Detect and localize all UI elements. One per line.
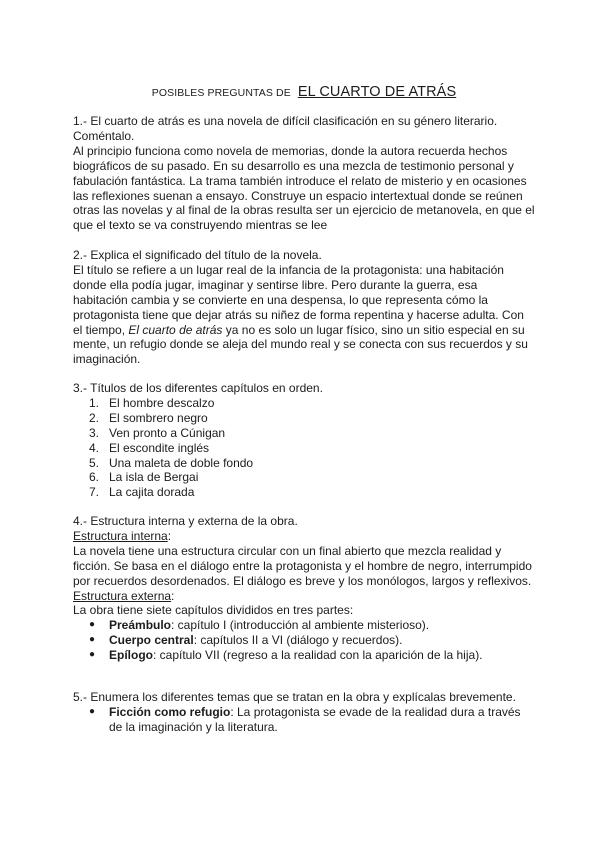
question-2-heading: 2.- Explica el significado del título de la novela.: [73, 248, 322, 262]
theme-item: [73, 705, 535, 735]
chapter-item: [73, 426, 535, 441]
question-1-heading: 1.- El cuarto de atrás es una novela de difícil clasificación en su género literario. Coméntalo.: [73, 114, 498, 143]
bullet-icon: ●: [89, 619, 96, 631]
title-main: EL CUARTO DE ATRÁS: [297, 84, 457, 100]
chapter-title: El sombrero negro: [109, 410, 208, 425]
chapter-title: Ven pronto a Cúnigan: [109, 425, 226, 440]
structure-external-heading: Estructura externa:: [73, 588, 175, 603]
structure-internal-heading: Estructura interna:: [73, 528, 172, 543]
bullet-icon: ●: [89, 705, 96, 717]
chapter-title: La isla de Bergai: [109, 470, 199, 485]
bullet-icon: ●: [89, 649, 96, 661]
theme-desc: : La protagonista se evade de la realidad dura a través de la imaginación y la literatura.: [109, 704, 521, 734]
chapter-item: [73, 411, 535, 426]
chapter-number: 2.: [89, 410, 100, 425]
structure-part-item: [73, 648, 535, 663]
structure-internal-label: Estructura interna: [73, 528, 168, 543]
structure-part-item: [73, 633, 535, 648]
chapter-item: [73, 485, 535, 500]
structure-parts-list: [73, 618, 535, 663]
document-title: [73, 84, 535, 100]
chapter-number: 5.: [89, 455, 100, 470]
theme-term: Ficción como refugio: [109, 704, 231, 719]
question-4-heading: 4.- Estructura interna y externa de la obra.: [73, 514, 298, 528]
answer-2-part1: El título se refiere a un lugar real de la infancia de la protagonista: una habitación donde ella podía jugar, imaginar y sentirse libre. Pero durante la guerra, esa habitación cambia y se convierte en una despensa, lo que representa cómo la protagonista tiene que dejar atrás su niñez de forma repentina y hacerse adulta. Con el tiempo,: [73, 262, 524, 337]
structure-internal-text: La novela tiene una estructura circular con un final abierto que mezcla realidad y ficción. Se basa en el diálogo entre la protagonista y el hombre de negro, interrumpido por recuerdos desordenados. El diálogo es breve y los monólogos, largos y reflexivos.: [73, 543, 532, 588]
question-4: [73, 514, 535, 663]
part-term: Preámbulo: [109, 618, 172, 633]
question-1-answer: Al principio funciona como novela de memorias, donde la autora recuerda hechos biográficos de su pasado. En su desarrollo es una mezcla de testimonio personal y fabulación fantástica. La trama también introduce el relato de misterio y en ocasiones las reflexiones suenan a ensayo. Construye un espacio intertextual donde se reúnen otras las novelas y al final de la obras resulta ser un ejercicio de metanovela, en que el que el texto se va construyendo mientras se lee: [73, 143, 535, 233]
answer-2-part2: ya no es solo un lugar físico, sino un sitio especial en su mente, un refugio donde se aleja del mundo real y se conecta con sus recuerdos y su imaginación.: [73, 322, 528, 367]
structure-external-text: La obra tiene siete capítulos divididos en tres partes:: [73, 603, 354, 618]
question-3-heading: 3.- Títulos de los diferentes capítulos en orden.: [73, 381, 323, 395]
part-desc: : capítulo I (introducción al ambiente misterioso).: [171, 618, 430, 633]
part-term: Epílogo: [109, 648, 153, 663]
chapter-title: Una maleta de doble fondo: [109, 455, 254, 470]
chapter-item: [73, 456, 535, 471]
part-desc: : capítulo VII (regreso a la realidad con la aparición de la hija).: [153, 648, 483, 663]
chapter-number: 1.: [89, 395, 100, 410]
structure-external-label: Estructura externa: [73, 588, 172, 603]
chapter-item: [73, 470, 535, 485]
chapter-title: El hombre descalzo: [109, 395, 215, 410]
answer-2-italic-title: El cuarto de atrás: [128, 322, 223, 337]
question-2-answer: [73, 263, 535, 367]
question-2: [73, 248, 535, 367]
chapter-number: 3.: [89, 425, 100, 440]
question-5: [73, 690, 535, 735]
question-5-heading: 5.- Enumera los diferentes temas que se tratan en la obra y explícalas brevemente.: [73, 690, 516, 704]
chapter-list: [73, 396, 535, 500]
chapter-item: [73, 441, 535, 456]
bullet-icon: ●: [89, 634, 96, 646]
chapter-number: 6.: [89, 470, 100, 485]
themes-list: [73, 705, 535, 735]
question-1: [73, 114, 535, 233]
part-term: Cuerpo central: [109, 633, 194, 648]
chapter-number: 7.: [89, 485, 100, 500]
chapter-title: La cajita dorada: [109, 485, 195, 500]
structure-part-item: [73, 618, 535, 633]
chapter-number: 4.: [89, 440, 100, 455]
chapter-item: [73, 396, 535, 411]
question-3: [73, 381, 535, 500]
part-desc: : capítulos II a VI (diálogo y recuerdos).: [193, 633, 403, 648]
title-prefix: POSIBLES PREGUNTAS DE: [151, 87, 291, 99]
chapter-title: El escondite inglés: [109, 440, 210, 455]
